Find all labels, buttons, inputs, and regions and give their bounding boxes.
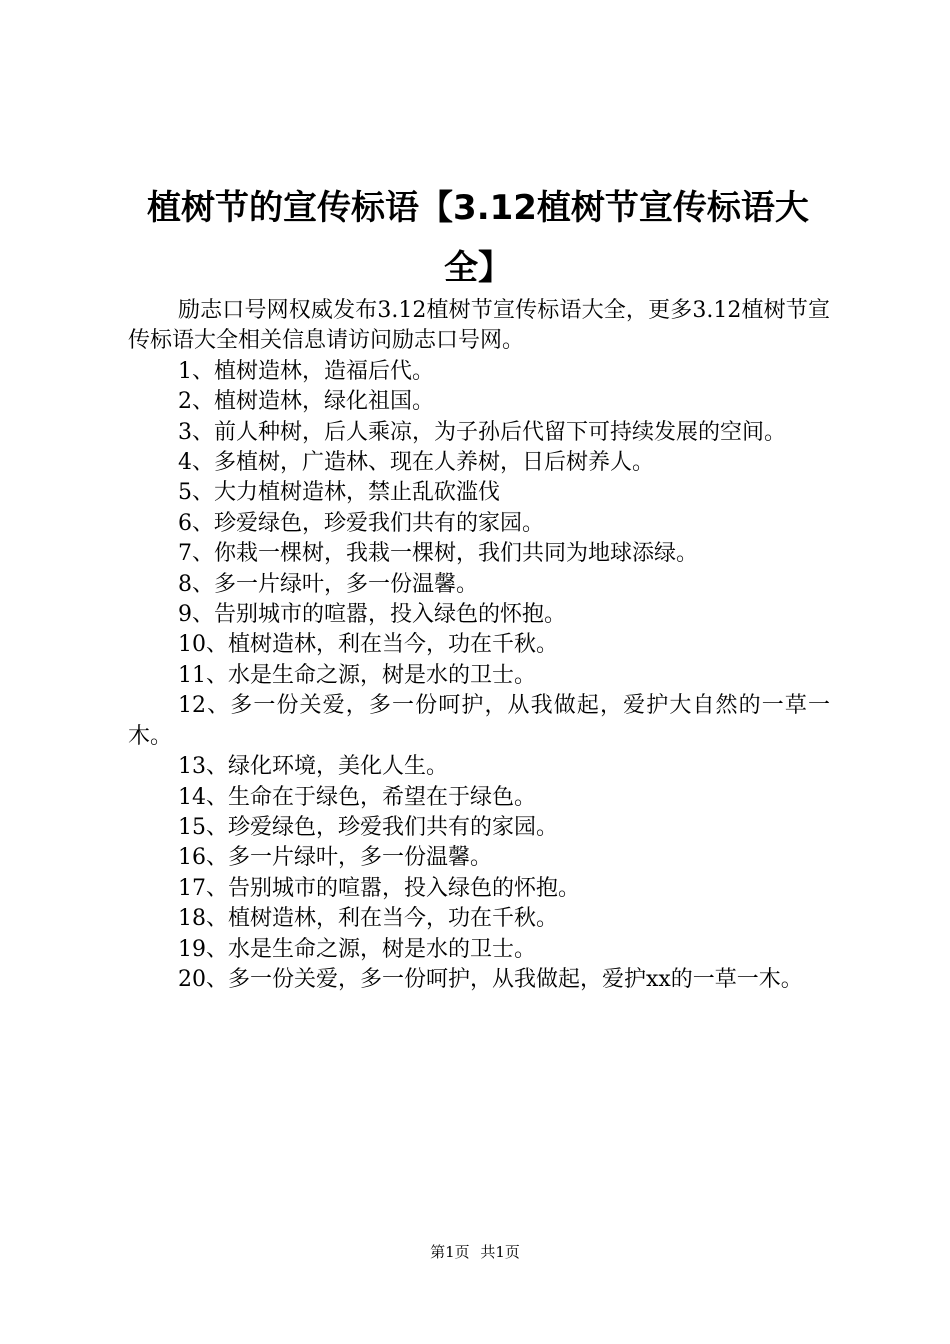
slogan-item: 8、多一片绿叶，多一份温馨。 [178,571,478,597]
slogan-item: 20、多一份关爱，多一份呵护，从我做起，爱护xx的一草一木。 [178,966,803,992]
page-number: 第1页 [430,1243,470,1261]
slogan-item: 10、植树造林，利在当今，功在千秋。 [178,632,558,658]
page-total: 共1页 [480,1243,520,1261]
slogan-item: 7、你栽一棵树，我栽一棵树，我们共同为地球添绿。 [178,541,698,567]
slogan-item: 17、告别城市的喧嚣，投入绿色的怀抱。 [178,875,580,901]
document-body [128,296,830,995]
document-title: 植树节的宣传标语【3.12植树节宣传标语大全】 [147,188,809,288]
slogan-item: 12、多一份关爱，多一份呵护，从我做起，爱护大自然的一草一木。 [128,693,830,749]
slogan-item: 13、绿化环境，美化人生。 [178,754,448,780]
slogan-item: 2、植树造林，绿化祖国。 [178,389,434,415]
intro-paragraph: 励志口号网权威发布3.12植树节宣传标语大全，更多3.12植树节宣传标语大全相关信息请访问励志口号网。 [128,298,830,354]
slogan-item: 4、多植树，广造林、现在人养树，日后树养人。 [178,450,654,476]
slogan-item: 16、多一片绿叶，多一份温馨。 [178,845,492,871]
slogan-item: 6、珍爱绿色，珍爱我们共有的家园。 [178,510,544,536]
slogan-item: 11、水是生命之源，树是水的卫士。 [178,662,536,688]
slogan-item: 19、水是生命之源，树是水的卫士。 [178,936,536,962]
page-footer [0,1242,950,1262]
slogan-item: 18、植树造林，利在当今，功在千秋。 [178,906,558,932]
slogan-item: 14、生命在于绿色，希望在于绿色。 [178,784,536,810]
slogan-item: 5、大力植树造林，禁止乱砍滥伐 [178,480,500,506]
slogan-item: 15、珍爱绿色，珍爱我们共有的家园。 [178,814,558,840]
slogan-item: 1、植树造林，造福后代。 [178,358,434,384]
slogan-item: 3、前人种树，后人乘凉，为子孙后代留下可持续发展的空间。 [178,419,786,445]
slogan-item: 9、告别城市的喧嚣，投入绿色的怀抱。 [178,602,566,628]
